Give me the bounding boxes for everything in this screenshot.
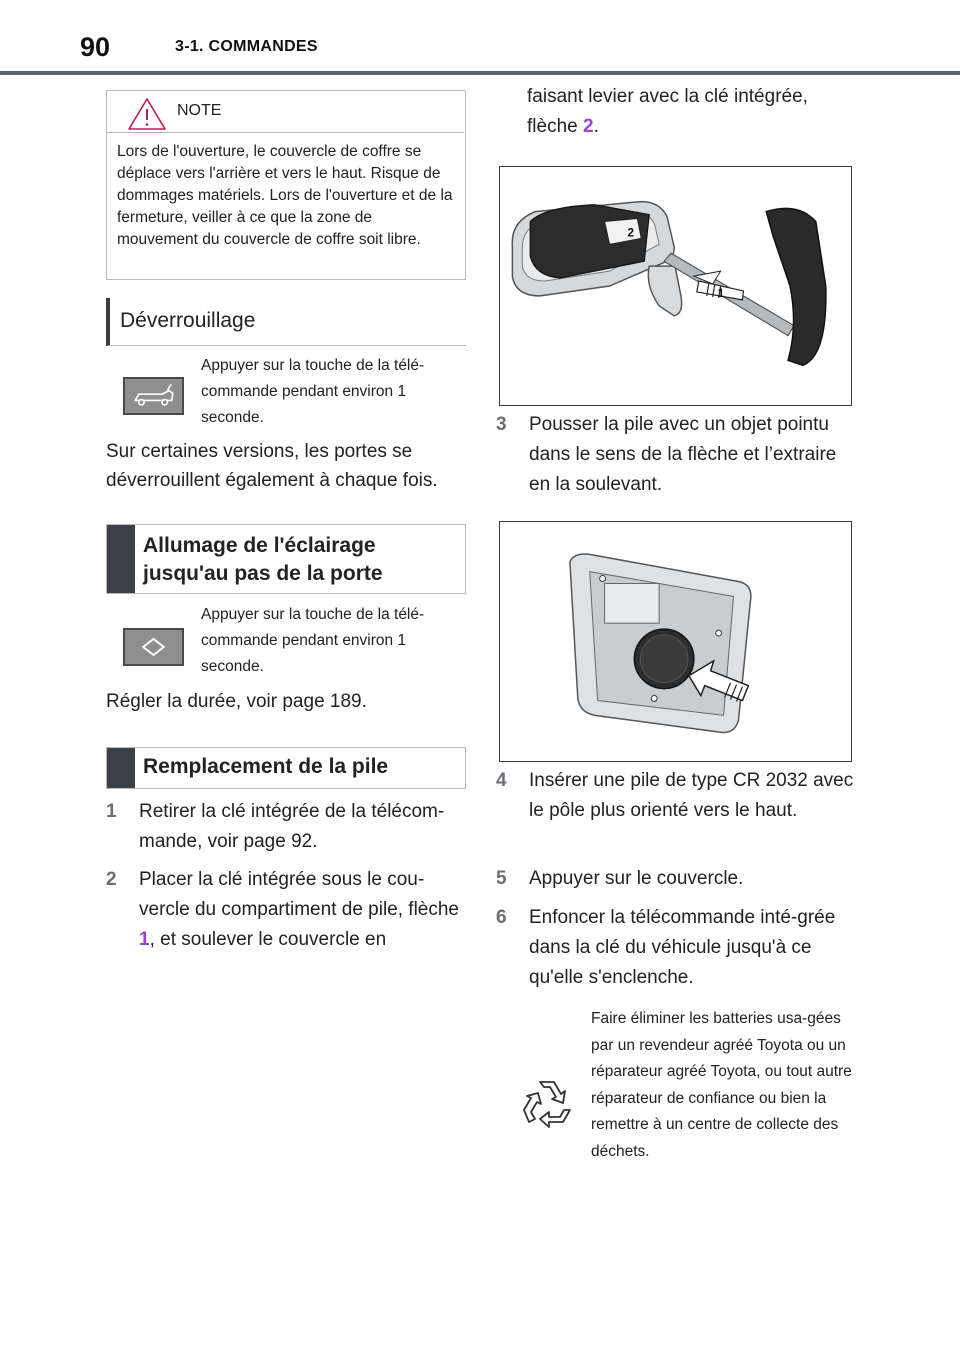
lighting-instruction: Appuyer sur la touche de la télé-commande pendant environ 1 seconde. — [201, 606, 425, 675]
lighting-heading-text: Allumage de l'éclairage jusqu'au pas de la porte — [143, 534, 383, 585]
step-text: Placer la clé intégrée sous le cou-vercle du compartiment de pile, flèche 1, et soulever le couvercle en — [139, 869, 459, 950]
page-header — [0, 0, 960, 78]
step-text: faisant levier avec la clé intégrée, flèche 2. — [527, 86, 808, 137]
warning-triangle-icon — [127, 97, 167, 131]
callout-number: 2 — [582, 116, 594, 137]
battery-heading-text: Remplacement de la pile — [143, 755, 389, 778]
header-rule — [0, 71, 960, 75]
step-number: 4 — [496, 770, 507, 791]
unlock-body: Sur certaines versions, les portes se déverrouillent également à chaque fois. — [106, 441, 438, 491]
heading-bar — [107, 748, 135, 788]
callout-number: 1 — [139, 929, 150, 950]
step-text: Pousser la pile avec un objet pointu dans le sens de la flèche et l’extraire en la soulevant. — [529, 414, 837, 495]
recycle-note: Faire éliminer les batteries usa-gées par un revendeur agréé Toyota ou un réparateur agréé Toyota, ou tout autre réparateur de confiance ou bien la remettre à un centre de collecte des déchets. — [591, 1010, 852, 1160]
lighting-body: Régler la durée, voir page 189. — [106, 691, 367, 712]
key-lever-illustration — [500, 167, 851, 405]
figure-battery-removal — [499, 521, 852, 762]
figure-arrow-2-label: 2 — [627, 225, 635, 240]
step-text: Retirer la clé intégrée de la télécom-mande, voir page 92. — [139, 801, 445, 852]
note-label: NOTE — [177, 102, 222, 119]
step-number: 5 — [496, 868, 507, 889]
step-number: 3 — [496, 414, 507, 435]
step-text: Insérer une pile de type CR 2032 avec le pôle plus orienté vers le haut. — [529, 770, 854, 821]
car-trunk-button-icon — [123, 377, 184, 415]
unlock-heading-text: Déverrouillage — [120, 309, 256, 332]
figure-arrow-1-label: 1 — [717, 285, 725, 300]
recycle-icon — [518, 1076, 576, 1130]
note-box — [106, 90, 466, 280]
step-number: 2 — [106, 869, 117, 890]
battery-heading — [106, 747, 466, 789]
heading-bar — [107, 525, 135, 593]
step-number: 1 — [106, 801, 117, 822]
section-title: 3-1. COMMANDES — [175, 38, 318, 55]
note-text: Lors de l'ouverture, le couvercle de coffre se déplace vers l'arrière et vers le haut. Risque de dommages matériels. Lors de l'ouverture et de la fermeture, veiller à ce que la zone de mouvement du couvercle de coffre soit libre. — [117, 143, 453, 248]
step-number: 6 — [496, 907, 507, 928]
step-text: Appuyer sur le couvercle. — [529, 868, 744, 889]
figure-key-lever — [499, 166, 852, 406]
note-header — [107, 91, 464, 133]
page-number: 90 — [80, 32, 111, 62]
step-text: Enfoncer la télécommande inté-grée dans la clé du véhicule jusqu'à ce qu'elle s'enclenche. — [529, 907, 836, 988]
diamond-button-icon — [123, 628, 184, 666]
unlock-instruction: Appuyer sur la touche de la télé-commande pendant environ 1 seconde. — [201, 357, 425, 426]
lighting-heading — [106, 524, 466, 594]
unlock-heading — [106, 298, 466, 346]
battery-removal-illustration — [500, 522, 851, 761]
